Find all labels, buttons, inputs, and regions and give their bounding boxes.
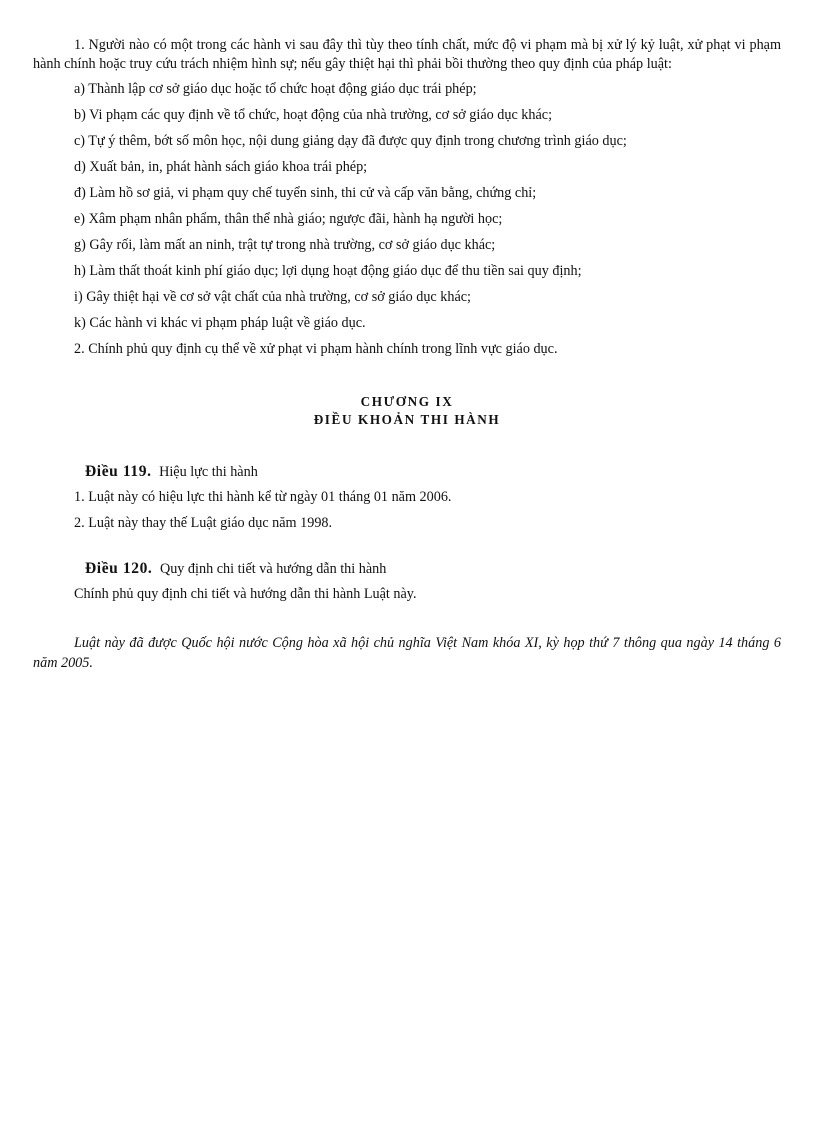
article-120-title: Quy định chi tiết và hướng dẫn thi hành xyxy=(159,561,387,577)
article-120-heading xyxy=(33,560,781,578)
list-item: d) Xuất bản, in, phát hành sách giáo khoa trái phép; xyxy=(74,159,368,175)
article-119-number: Điều 119. xyxy=(85,463,152,480)
list-item: h) Làm thất thoát kinh phí giáo dục; lợi dụng hoạt động giáo dục để thu tiền sai quy định; xyxy=(74,263,582,279)
list-item: k) Các hành vi khác vi phạm pháp luật về giáo dục. xyxy=(74,315,366,331)
chapter-number: CHƯƠNG IX xyxy=(360,394,454,409)
article-119-clause-1: 1. Luật này có hiệu lực thi hành kể từ ngày 01 tháng 01 năm 2006. xyxy=(74,489,452,505)
document-page xyxy=(33,36,781,687)
closing-statement: Luật này đã được Quốc hội nước Cộng hòa xã hội chủ nghĩa Việt Nam khóa XI, kỳ họp thứ 7 thông qua ngày 14 tháng 6 năm 2005. xyxy=(33,635,781,671)
list-item: e) Xâm phạm nhân phẩm, thân thể nhà giáo; ngược đãi, hành hạ người học; xyxy=(74,211,503,227)
list-item: c) Tự ý thêm, bớt số môn học, nội dung giảng dạy đã được quy định trong chương trình giáo dục; xyxy=(74,133,627,149)
list-item: g) Gây rối, làm mất an ninh, trật tự trong nhà trường, cơ sở giáo dục khác; xyxy=(74,237,496,253)
article-119-clause-2: 2. Luật này thay thế Luật giáo dục năm 1998. xyxy=(74,515,333,531)
chapter-heading xyxy=(33,393,781,429)
list-item: đ) Làm hồ sơ giả, vi phạm quy chế tuyển sinh, thi cử và cấp văn bằng, chứng chỉ; xyxy=(74,185,537,201)
clause-2: 2. Chính phủ quy định cụ thể về xử phạt vi phạm hành chính trong lĩnh vực giáo dục. xyxy=(74,341,558,357)
intro-paragraph: 1. Người nào có một trong các hành vi sau đây thì tùy theo tính chất, mức độ vi phạm mà bị xử lý kỷ luật, xử phạt vi phạm hành chính hoặc truy cứu trách nhiệm hình sự; nếu gây thiệt hại thì phải bồi thường theo quy định của pháp luật: xyxy=(33,37,781,72)
list-item: i) Gây thiệt hại về cơ sở vật chất của nhà trường, cơ sở giáo dục khác; xyxy=(74,289,472,305)
article-120-body: Chính phủ quy định chi tiết và hướng dẫn thi hành Luật này. xyxy=(74,586,417,602)
list-item: b) Vi phạm các quy định về tổ chức, hoạt động của nhà trường, cơ sở giáo dục khác; xyxy=(74,107,553,123)
article-119-heading xyxy=(33,463,781,481)
chapter-title: ĐIỀU KHOẢN THI HÀNH xyxy=(313,412,501,427)
list-item: a) Thành lập cơ sở giáo dục hoặc tổ chức hoạt động giáo dục trái phép; xyxy=(74,81,477,97)
article-119-title: Hiệu lực thi hành xyxy=(159,464,258,480)
article-120-number: Điều 120. xyxy=(85,560,153,577)
